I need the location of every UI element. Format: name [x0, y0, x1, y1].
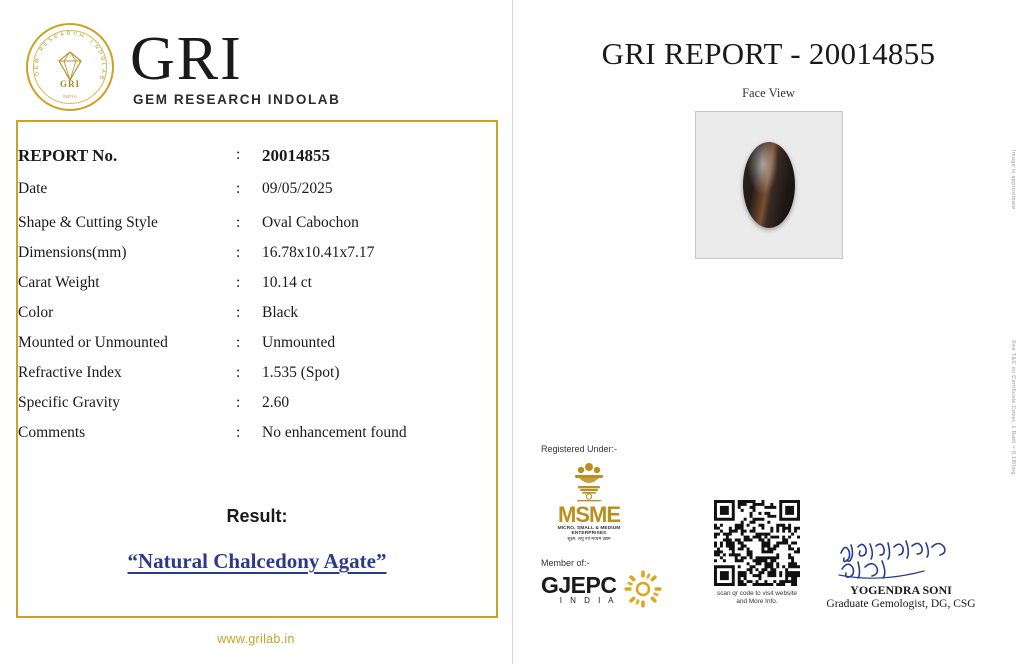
field-separator: : — [236, 244, 241, 261]
field-label: Shape & Cutting Style — [18, 214, 158, 231]
field-separator: : — [236, 424, 241, 441]
signature-block — [806, 535, 996, 610]
result-title: Result: — [226, 506, 288, 526]
field-separator: : — [236, 334, 241, 351]
brand-header — [0, 0, 512, 112]
gjepc-wordmark: GJEPC — [541, 571, 617, 598]
field-separator: : — [236, 146, 241, 163]
field-separator: : — [236, 394, 241, 411]
details-box — [16, 120, 498, 618]
gjepc-logo-icon — [624, 570, 662, 608]
field-label: Refractive Index — [18, 364, 122, 381]
field-row — [18, 422, 496, 452]
field-row — [18, 178, 496, 212]
face-view-label: Face View — [742, 86, 795, 100]
gemstone-image — [743, 142, 795, 228]
seal-ring-text: G E M R E S E A R C H I N D O L A B — [33, 30, 107, 81]
field-row — [18, 144, 496, 178]
field-separator: : — [236, 214, 241, 231]
signatory-role: Graduate Gemologist, DG, CSG — [826, 598, 976, 610]
seal-sub-label: INDIA — [62, 94, 78, 99]
field-separator: : — [236, 364, 241, 381]
gem-photo-frame — [695, 111, 843, 259]
qr-caption-line2: and More Info. — [736, 598, 778, 605]
report-fields-table — [18, 144, 496, 452]
field-separator: : — [236, 180, 241, 197]
field-row — [18, 302, 496, 332]
field-value: 1.535 (Spot) — [262, 364, 340, 381]
ashoka-emblem-icon — [569, 458, 609, 504]
brand-text — [130, 24, 341, 107]
page-title: GRI REPORT - 20014855 — [601, 36, 936, 71]
field-value: 2.60 — [262, 394, 290, 411]
field-value: 16.78x10.41x7.17 — [262, 244, 375, 261]
website-link[interactable]: www.grilab.in — [217, 632, 295, 646]
msme-subtitle: MICRO, SMALL & MEDIUM ENTERPRISES — [557, 526, 621, 536]
qr-caption-line1: scan qr code to visit website — [717, 590, 797, 597]
handwritten-signature-icon — [836, 535, 966, 581]
field-label: Mounted or Unmounted — [18, 334, 168, 351]
field-row — [18, 212, 496, 242]
field-separator: : — [236, 274, 241, 291]
field-label: REPORT No. — [18, 146, 118, 165]
field-row — [18, 242, 496, 272]
right-panel — [512, 0, 1024, 664]
field-row — [18, 332, 496, 362]
image-approximate-note: Image is approximate — [1010, 150, 1016, 210]
gri-seal-logo — [26, 23, 114, 111]
diamond-icon — [57, 51, 83, 81]
field-label: Specific Gravity — [18, 394, 121, 411]
field-value: 09/05/2025 — [262, 180, 333, 197]
result-value: “Natural Chalcedony Agate” — [127, 549, 387, 573]
field-label: Carat Weight — [18, 274, 100, 291]
field-label: Date — [18, 180, 48, 197]
field-row — [18, 392, 496, 422]
field-separator: : — [236, 304, 241, 321]
field-value: 10.14 ct — [262, 274, 312, 291]
qr-block[interactable] — [709, 500, 805, 606]
seal-label: GRI — [59, 79, 80, 89]
registered-under-label: Registered Under:- — [541, 444, 618, 454]
field-value: Black — [262, 304, 299, 321]
msme-wordmark: MSME — [558, 502, 620, 527]
gjepc-india-label: I N D I A — [559, 595, 617, 605]
qr-code-icon[interactable] — [714, 500, 800, 586]
field-value: No enhancement found — [262, 424, 407, 441]
field-label: Color — [18, 304, 54, 321]
terms-note: See T&C on Certificate Cover, 1 Ratti = 0.180mg. — [1010, 340, 1016, 477]
field-row — [18, 272, 496, 302]
field-value: Oval Cabochon — [262, 214, 359, 231]
field-value: Unmounted — [262, 334, 336, 351]
signatory-name: YOGENDRA SONI — [850, 583, 952, 597]
member-of-label: Member of:- — [541, 558, 590, 568]
result-section — [18, 506, 496, 574]
field-value: 20014855 — [262, 146, 330, 165]
msme-hindi-subtitle: सूक्ष्म, लघु एवं मध्यम उद्यम — [567, 536, 611, 541]
field-row — [18, 362, 496, 392]
field-label: Comments — [18, 424, 86, 441]
brand-subtitle: GEM RESEARCH INDOLAB — [133, 91, 341, 107]
qr-caption — [709, 590, 805, 606]
field-label: Dimensions(mm) — [18, 244, 127, 261]
brand-name: GRI — [130, 24, 243, 93]
